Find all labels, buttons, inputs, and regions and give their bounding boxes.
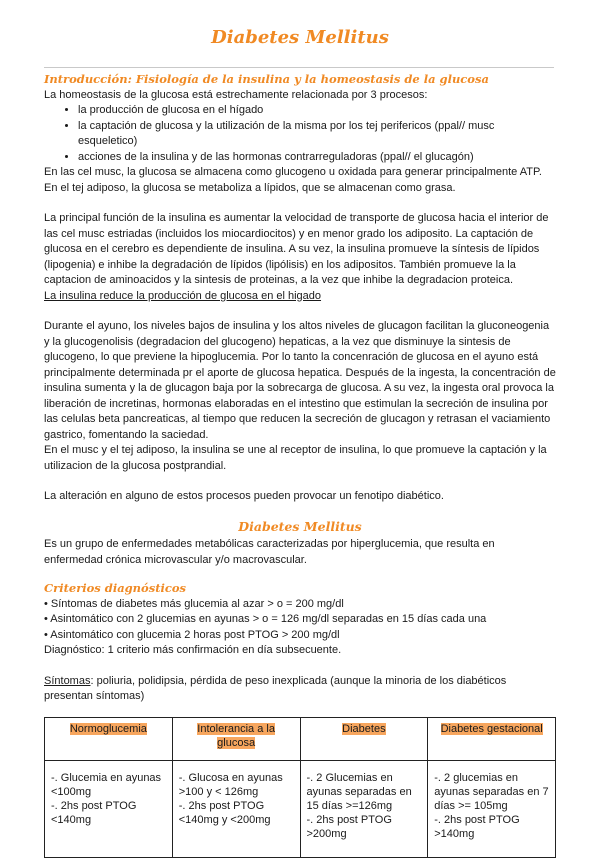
process-list: [44, 103, 556, 165]
dm-definition: Es un grupo de enfermedades metabólicas caracterizadas por hiperglucemia, que resulta en enfermedad crónica microvascular y/o macrovascular.: [44, 538, 495, 566]
table-header-row: [45, 717, 556, 760]
title-divider: [44, 67, 554, 68]
list-item: • la producción de glucosa en el hígado: [78, 103, 556, 119]
criteria-list: [44, 597, 556, 644]
intro-heading: Introducción: Fisiología de la insulina y la homeostasis de la glucosa: [44, 72, 489, 86]
symptoms-text: : poliuria, polidipsia, pérdida de peso inexplicada (aunque la minoria de los diabéticos presentan síntomas): [44, 674, 507, 702]
intro-paragraph-5: La alteración en alguno de estos procesos pueden provocar un fenotipo diabético.: [44, 490, 444, 502]
list-item: • Síntomas de diabetes más glucemia al azar > o = 200 mg/dl: [44, 597, 344, 610]
criteria-table: [44, 717, 556, 858]
list-item: • la captación de glucosa y la utilización de la misma por los tej perifericos (ppal// musc esqueletico): [78, 119, 556, 150]
symptoms-paragraph: [44, 674, 556, 705]
table-row: [45, 760, 556, 857]
table-cell: -. Glucemia en ayunas <100mg -. 2hs post PTOG <140mg: [45, 760, 173, 857]
dm-heading: Diabetes Mellitus: [238, 518, 362, 534]
table-header: Intolerancia a la glucosa: [172, 717, 300, 760]
diagnosis-text: Diagnóstico: 1 criterio más confirmación en día subsecuente.: [44, 644, 342, 656]
criteria-heading: Criterios diagnósticos: [44, 581, 187, 595]
intro-paragraph-1: En las cel musc, la glucosa se almacena como glucogeno u oxidada para generar principalmente ATP. En el tej adiposo, la glucosa se metaboliza a lípidos, que se almacenan como grasa.: [44, 166, 542, 194]
symptoms-label: Síntomas: [44, 674, 91, 687]
underlined-statement: La insulina reduce la producción de glucosa en el higado: [44, 289, 322, 302]
table-header: Diabetes gestacional: [428, 717, 556, 760]
intro-lead: La homeostasis de la glucosa está estrechamente relacionada por 3 procesos:: [44, 88, 428, 101]
table-header: Diabetes: [300, 717, 428, 760]
table-cell: -. Glucosa en ayunas >100 y < 126mg -. 2hs post PTOG <140mg y <200mg: [172, 760, 300, 857]
document-body: [44, 72, 556, 858]
list-item: • acciones de la insulina y de las hormonas contrarreguladoras (ppal// el glucagón): [78, 150, 556, 166]
table-header: Normoglucemia: [45, 717, 173, 760]
list-item: • Asintomático con 2 glucemias en ayunas > o = 126 mg/dl separadas en 15 días cada una: [44, 613, 487, 625]
list-item: • Asintomático con glucemia 2 horas post PTOG > 200 mg/dl: [44, 628, 340, 641]
table-cell: -. 2 Glucemias en ayunas separadas en 15 días >=126mg -. 2hs post PTOG >200mg: [300, 760, 428, 857]
intro-paragraph-3: Durante el ayuno, los niveles bajos de insulina y los altos niveles de glucagon facilitan la gluconeogenia y la glucogenolisis (degradacion del glucogeno) hepaticas, a la vez que disminuye la sintesis de glucogeno, lo que previene la hipoglucemia. Por lo tanto la concenración de glucosa en el ayuno está principalmente determinada pr el aporte de glucosa hepatica. Después de la ingesta, la concentración de insulina sumenta y la de glucagon baja por la sobrecarga de glucosa. A su vez, la ingesta oral provoca la liberación de incretinas, hormonas elaboradas en el intestino que estimulan la secreción de insulina por las celulas beta pancreaticas, al tiempo que reducen la secreción de glucagon y retrasan el vaciamiento gastrico, fomentando la saciedad.: [44, 320, 556, 441]
intro-paragraph-4: En el musc y el tej adiposo, la insulina se une al receptor de insulina, lo que promueve la captación y la utilizacion de la glucosa postprandial.: [44, 444, 547, 472]
table-cell: -. 2 glucemias en ayunas separadas en 7 días >= 105mg -. 2hs post PTOG >140mg: [428, 760, 556, 857]
intro-paragraph-2: La principal función de la insulina es aumentar la velocidad de transporte de glucosa hacia el interior de las cel musc estriadas (incluidos los miocardiocitos) y en menor grado los adiposito. La captación de glucosa en el cerebro es dependiente de insulina. A su vez, la insulina promueve la síntesis de lípidos (lipogenia) e inhibe la degradación de lípidos (lipólisis) en los adipositos. También promueve la la captacion de aminoacidos y la sintesis de proteinas, a la vez que inhibe la degradacion proteica.: [44, 212, 549, 286]
page-title: Diabetes Mellitus: [211, 27, 389, 48]
